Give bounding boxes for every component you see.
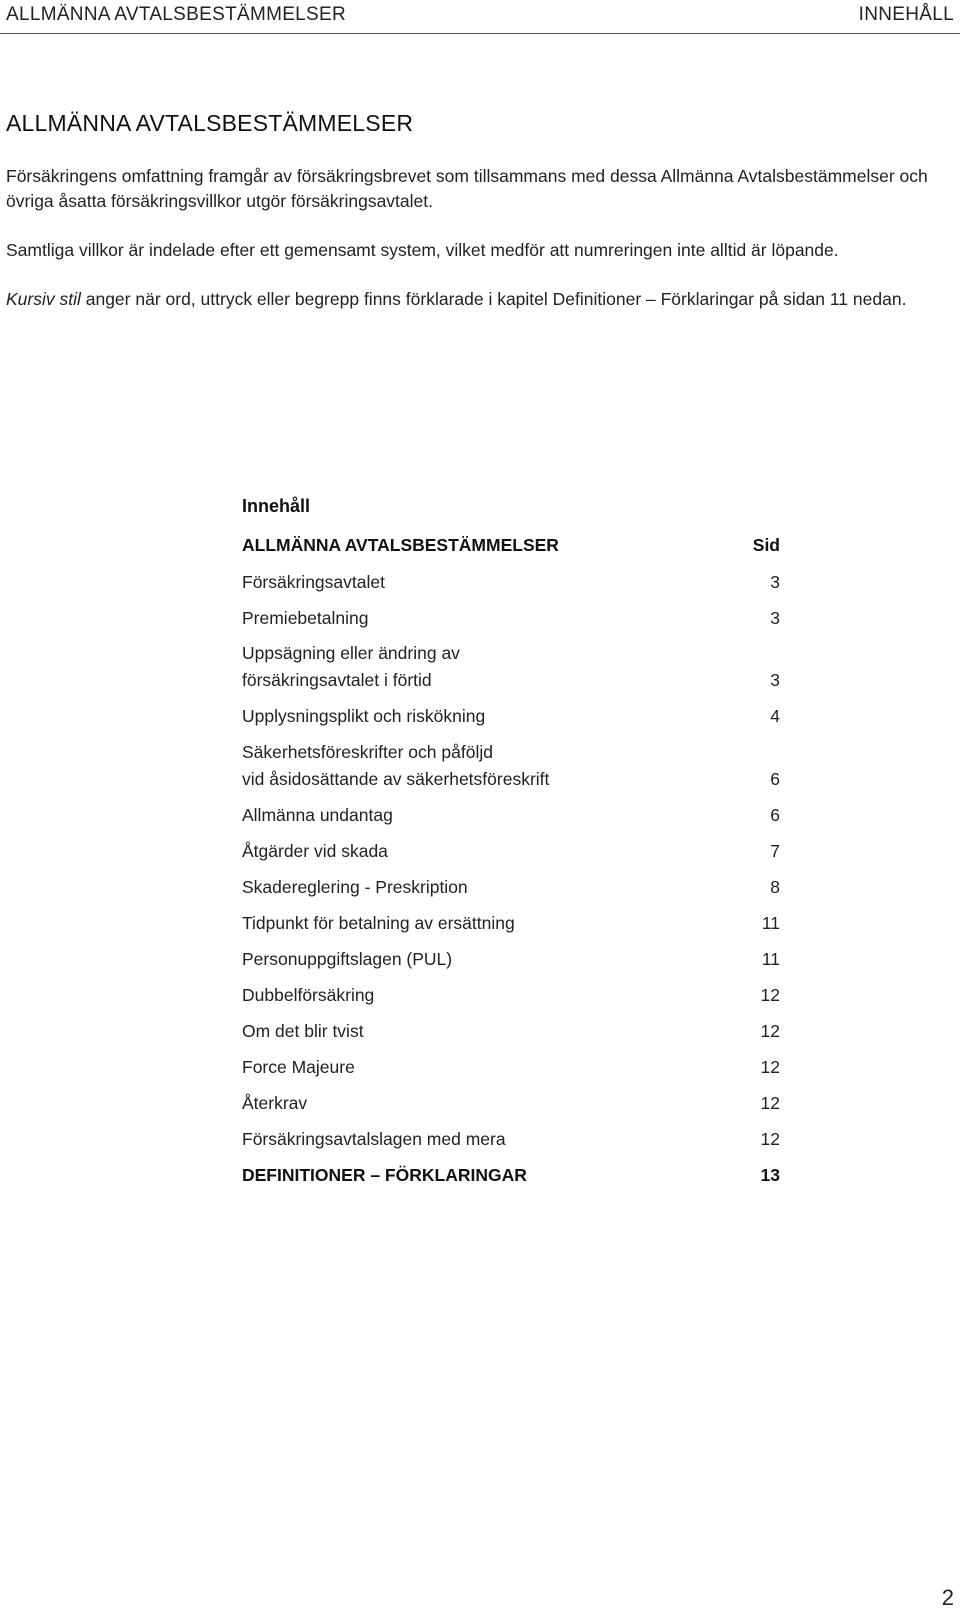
toc-entry-page: 13	[760, 1165, 780, 1185]
toc-entry-page: 12	[760, 1057, 780, 1077]
toc-entry-page: 12	[760, 1129, 780, 1149]
toc-entry-title: Upplysningsplikt och riskökning	[242, 706, 486, 726]
toc-entry-page: 6	[770, 805, 780, 825]
toc-entry[interactable]	[242, 640, 780, 694]
toc-entry-title: Uppsägning eller ändring av	[242, 643, 460, 663]
toc-entry-page: 3	[770, 670, 780, 690]
toc-entry-title: Dubbelförsäkring	[242, 985, 375, 1005]
toc-entry-page: 6	[770, 769, 780, 789]
toc-entry[interactable]	[242, 1126, 780, 1153]
toc-entry[interactable]	[242, 1090, 780, 1117]
toc-entry[interactable]	[242, 946, 780, 973]
toc-entry-title: Skadereglering - Preskription	[242, 877, 468, 897]
toc-entry-page: 8	[770, 877, 780, 897]
toc-entry-title: Försäkringsavtalslagen med mera	[242, 1129, 506, 1149]
toc-entry[interactable]	[242, 1054, 780, 1081]
toc-section-row	[242, 532, 780, 559]
toc-page-column-label: Sid	[752, 535, 780, 555]
toc-entry[interactable]	[242, 874, 780, 901]
toc-entry[interactable]	[242, 739, 780, 793]
italic-note-paragraph	[6, 287, 956, 312]
toc-entry-title: Premiebetalning	[242, 608, 369, 628]
toc-entry-page: 11	[761, 949, 780, 969]
toc-entry[interactable]	[242, 605, 780, 632]
toc-entry[interactable]	[242, 569, 780, 596]
toc-entry[interactable]	[242, 838, 780, 865]
toc-entry[interactable]	[242, 802, 780, 829]
toc-entry-title: Force Majeure	[242, 1057, 355, 1077]
toc-entry-page: 12	[760, 1093, 780, 1113]
running-header	[0, 0, 960, 34]
page-number: 2	[941, 1585, 954, 1610]
toc-entry-definitions[interactable]	[242, 1162, 780, 1189]
toc-entry-title: Försäkringsavtalet	[242, 572, 385, 592]
toc-entry-page: 4	[770, 706, 780, 726]
toc-entry-page: 11	[761, 913, 780, 933]
toc-entry-title: Tidpunkt för betalning av ersättning	[242, 913, 515, 933]
toc-entry-page: 12	[760, 1021, 780, 1041]
toc-entry[interactable]	[242, 910, 780, 937]
italic-style-example: Kursiv stil	[6, 289, 81, 309]
toc-entry-page: 3	[770, 572, 780, 592]
header-section-label: ALLMÄNNA AVTALSBESTÄMMELSER	[6, 4, 347, 25]
toc-entry-title: Om det blir tvist	[242, 1021, 364, 1041]
toc-entry-title: Åtgärder vid skada	[242, 841, 388, 861]
header-chapter-label: INNEHÅLL	[858, 4, 954, 25]
italic-note-text: anger när ord, uttryck eller begrepp finns förklarade i kapitel Definitioner – Förklaringar på sidan 11 nedan.	[80, 289, 907, 309]
toc-entry[interactable]	[242, 982, 780, 1009]
section-title: ALLMÄNNA AVTALSBESTÄMMELSER	[6, 110, 414, 136]
toc-entry-title: Återkrav	[242, 1093, 308, 1113]
toc-entry-title: Personuppgiftslagen (PUL)	[242, 949, 453, 969]
toc-entry-title: Säkerhetsföreskrifter och påföljd	[242, 742, 493, 762]
toc-entry-page: 3	[770, 608, 780, 628]
numbering-paragraph: Samtliga villkor är indelade efter ett gemensamt system, vilket medför att numreringen inte alltid är löpande.	[6, 240, 839, 260]
intro-paragraph: Försäkringens omfattning framgår av försäkringsbrevet som tillsammans med dessa Allmänna Avtalsbestämmelser och övriga åsatta försäkringsvillkor utgör försäkringsavtalet.	[6, 166, 928, 211]
toc-entry-page: 7	[770, 841, 780, 861]
toc-entry-title: DEFINITIONER – FÖRKLARINGAR	[242, 1165, 527, 1185]
toc-heading: Innehåll	[242, 496, 311, 516]
toc-entry-title-continued: försäkringsavtalet i förtid	[242, 670, 432, 690]
toc-entry[interactable]	[242, 703, 780, 730]
toc-entry-page: 12	[760, 985, 780, 1005]
toc-section-label: ALLMÄNNA AVTALSBESTÄMMELSER	[242, 535, 559, 555]
toc-entry-title-continued: vid åsidosättande av säkerhetsföreskrift	[242, 769, 550, 789]
toc-entry[interactable]	[242, 1018, 780, 1045]
toc-entry-title: Allmänna undantag	[242, 805, 393, 825]
